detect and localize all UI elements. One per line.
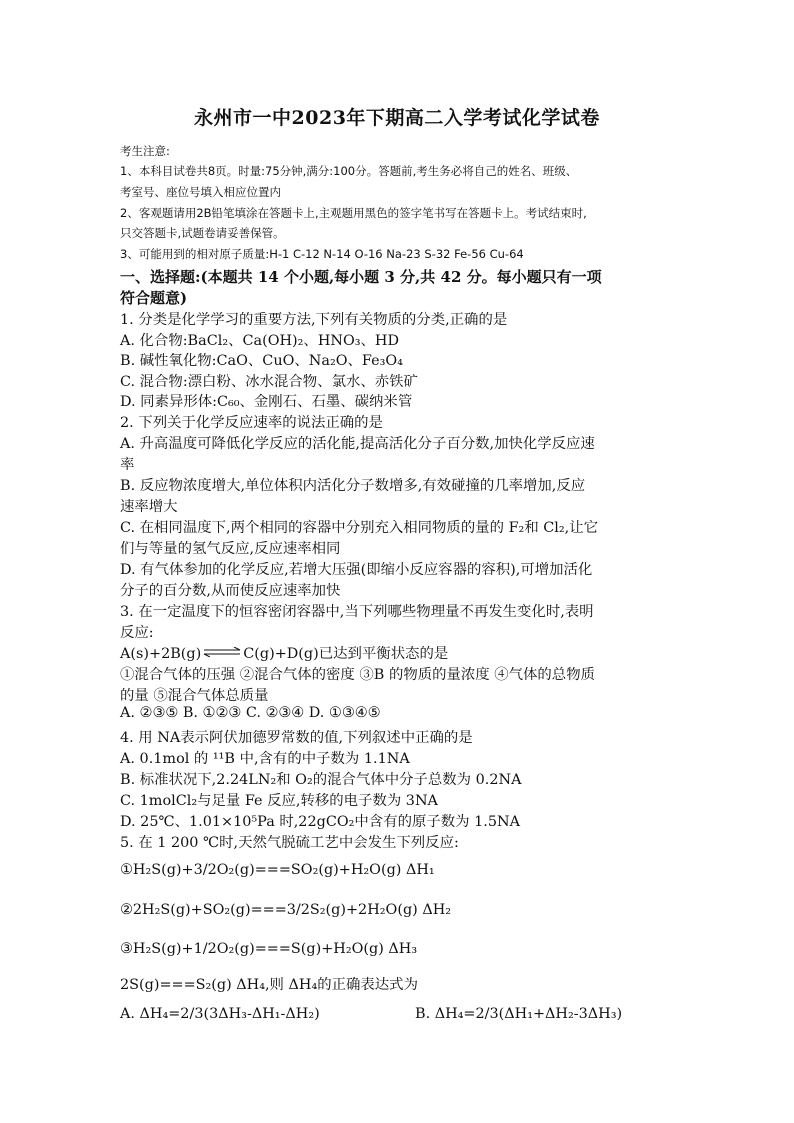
q3-equation-right: C(g)+D(g)已达到平衡状态的是 — [243, 646, 449, 662]
page-title: 永州市一中2023年下期高二入学考试化学试卷 — [194, 107, 600, 129]
q5-reaction-2: ②2H₂S(g)+SO₂(g)===3/2S₂(g)+2H₂O(g) ΔH₂ — [120, 902, 452, 918]
q1-stem: 1. 分类是化学学习的重要方法,下列有关物质的分类,正确的是 — [120, 312, 508, 328]
q3-stem-cont: 反应: — [120, 625, 154, 641]
q5-option-a: A. ΔH₄=2/3(3ΔH₃-ΔH₁-ΔH₂) — [120, 1006, 320, 1022]
equilibrium-arrow-icon — [202, 647, 242, 657]
notice-line-1: 1、本科目试卷共8页。时量:75分钟,满分:100分。答题前,考生务必将自己的姓名、班级、 — [120, 164, 578, 178]
notice-line-4: 只交答题卡,试题卷请妥善保管。 — [120, 226, 285, 240]
q2-option-a: A. 升高温度可降低化学反应的活化能,提高活化分子百分数,加快化学反应速 — [120, 436, 595, 452]
q3-equation — [120, 642, 448, 663]
q2-option-c: C. 在相同温度下,两个相同的容器中分别充入相同物质的量的 F₂和 Cl₂,让它 — [120, 520, 599, 536]
q5-stem: 5. 在 1 200 ℃时,天然气脱硫工艺中会发生下列反应: — [120, 835, 459, 851]
q3-equation-left: A(s)+2B(g) — [120, 646, 202, 662]
q5-reaction-1: ①H₂S(g)+3/2O₂(g)===SO₂(g)+H₂O(g) ΔH₁ — [120, 862, 435, 878]
q3-options: ①混合气体的压强 ②混合气体的密度 ③B 的物质的量浓度 ④气体的总物质 — [120, 667, 595, 683]
section-heading-cont: 符合题意) — [120, 289, 188, 307]
notice-line-3: 2、客观题请用2B铅笔填涂在答题卡上,主观题用黑色的签字笔书写在答题卡上。考试结束时, — [120, 206, 587, 220]
q2-stem: 2. 下列关于化学反应速率的说法正确的是 — [120, 415, 383, 431]
q4-option-a: A. 0.1mol 的 ¹¹B 中,含有的中子数为 1.1NA — [120, 751, 410, 767]
q3-stem: 3. 在一定温度下的恒容密闭容器中,当下列哪些物理量不再发生变化时,表明 — [120, 604, 594, 620]
q4-option-d: D. 25℃、1.01×10⁵Pa 时,22gCO₂中含有的原子数为 1.5NA — [120, 814, 520, 830]
q4-option-c: C. 1molCl₂与足量 Fe 反应,转移的电子数为 3NA — [120, 793, 438, 809]
q2-option-d: D. 有气体参加的化学反应,若增大压强(即缩小反应容器的容积),可增加活化 — [120, 562, 593, 578]
notice-line-2: 考室号、座位号填入相应位置内 — [120, 185, 281, 199]
q3-options-cont: 的量 ⑤混合气体总质量 — [120, 688, 269, 704]
q1-option-b: B. 碱性氧化物:CaO、CuO、Na₂O、Fe₃O₄ — [120, 353, 403, 369]
notice-line-5: 3、可能用到的相对原子质量:H-1 C-12 N-14 O-16 Na-23 S-32 Fe-56 Cu-64 — [120, 247, 524, 261]
q4-option-b: B. 标准状况下,2.24LN₂和 O₂的混合气体中分子总数为 0.2NA — [120, 772, 522, 788]
notice-heading: 考生注意: — [120, 144, 170, 158]
q4-stem: 4. 用 NA表示阿伏加德罗常数的值,下列叙述中正确的是 — [120, 730, 473, 746]
q5-reaction-3: ③H₂S(g)+1/2O₂(g)===S(g)+H₂O(g) ΔH₃ — [120, 941, 418, 957]
q2-option-c-cont: 们与等量的氢气反应,反应速率相同 — [120, 541, 341, 557]
q2-option-b-cont: 速率增大 — [120, 499, 178, 515]
q1-option-a: A. 化合物:BaCl₂、Ca(OH)₂、HNO₃、HD — [120, 333, 400, 349]
q1-option-d: D. 同素异形体:C₆₀、金刚石、石墨、碳纳米管 — [120, 394, 413, 410]
q2-option-d-cont: 分子的百分数,从而使反应速率加快 — [120, 583, 341, 599]
q2-option-a-cont: 率 — [120, 457, 135, 473]
q3-choices: A. ②③⑤ B. ①②③ C. ②③④ D. ①③④⑤ — [120, 705, 381, 721]
q5-reaction-4: 2S(g)===S₂(g) ΔH₄,则 ΔH₄的正确表达式为 — [120, 977, 418, 993]
section-heading: 一、选择题:(本题共 14 个小题,每小题 3 分,共 42 分。每小题只有一项 — [120, 268, 602, 286]
q5-option-b: B. ΔH₄=2/3(ΔH₁+ΔH₂-3ΔH₃) — [415, 1006, 623, 1022]
q1-option-c: C. 混合物:漂白粉、冰水混合物、氯水、赤铁矿 — [120, 374, 418, 390]
q2-option-b: B. 反应物浓度增大,单位体积内活化分子数增多,有效碰撞的几率增加,反应 — [120, 478, 586, 494]
